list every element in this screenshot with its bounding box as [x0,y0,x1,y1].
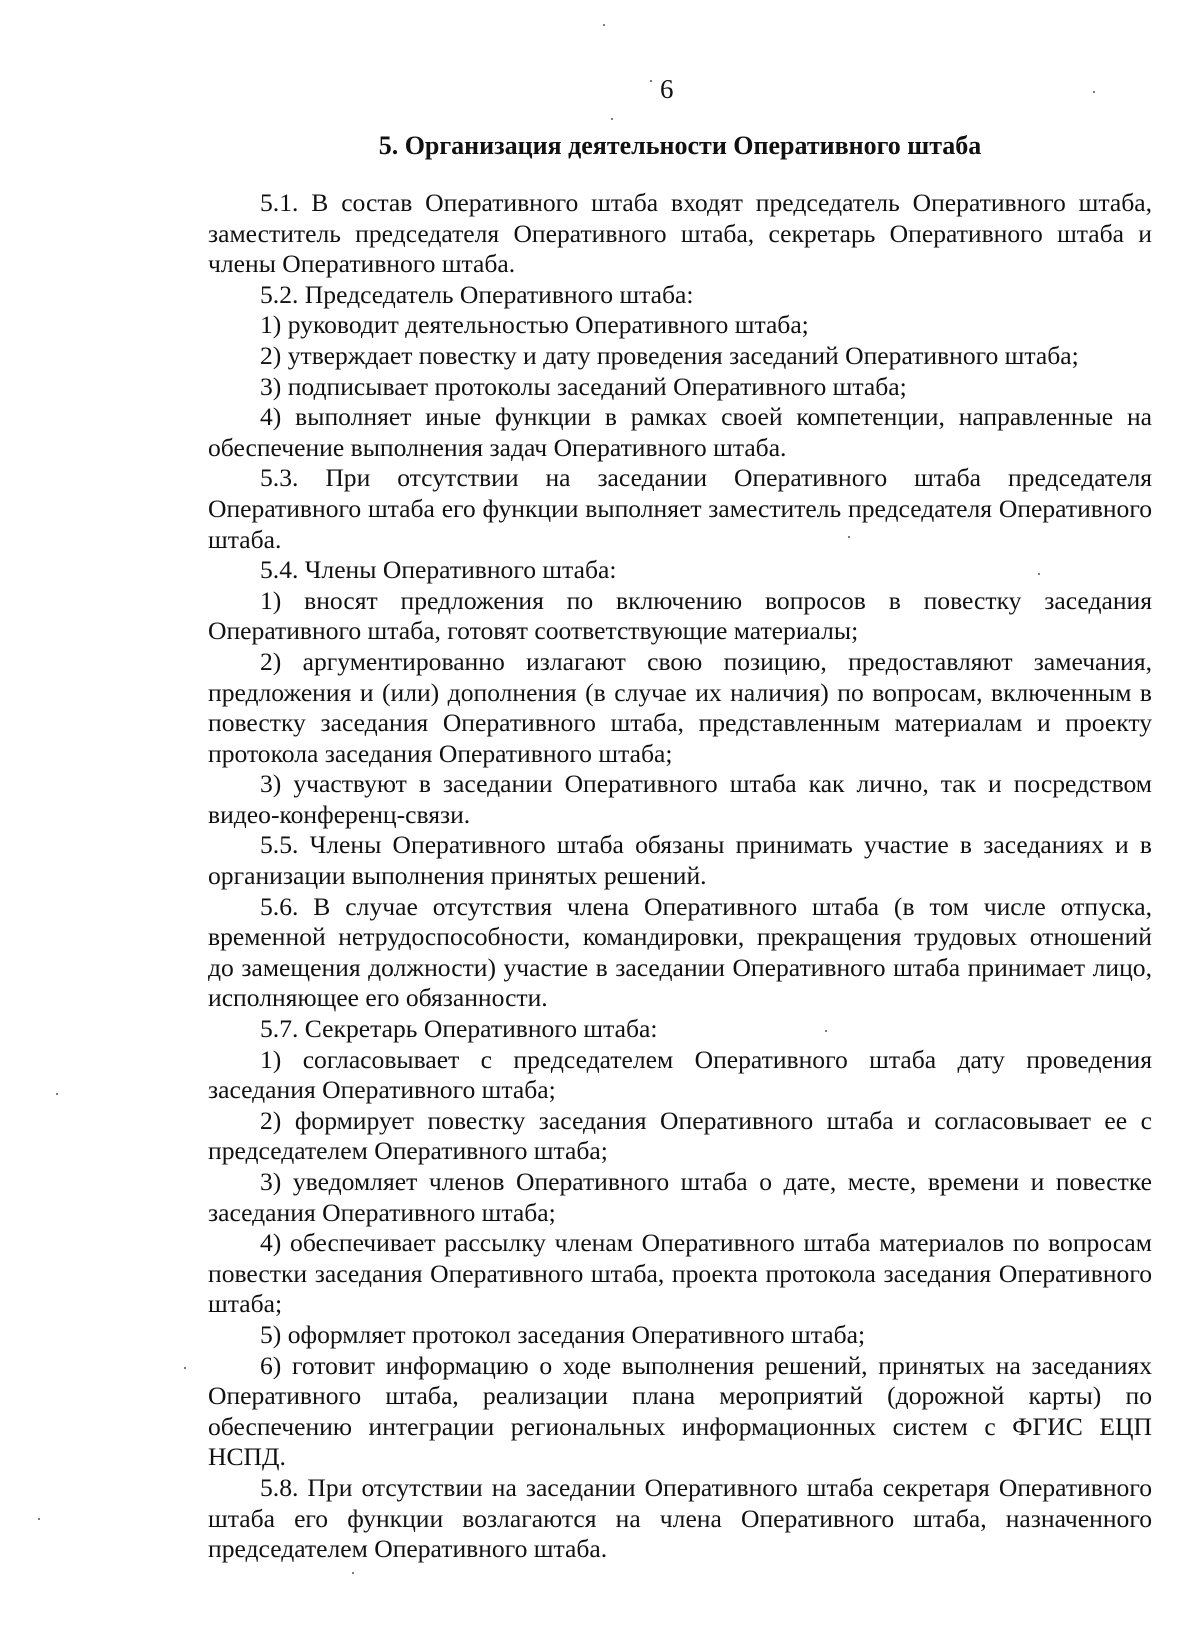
page-number: 6 [660,74,674,104]
scan-speck [352,1572,354,1574]
list-item: 2) утверждает повестку и дату проведения заседаний Оперативного штаба; [260,340,1079,370]
document-body [208,188,1152,1565]
list-item: 1) согласовывает с председателем Оперативного штаба дату проведения заседания Оперативного штаба; [208,1044,1152,1105]
paragraph-5-3: 5.3. При отсутствии на заседании Оперативного штаба председателя Оперативного штаба его функции выполняет заместитель председателя Оперативного штаба. [208,463,1152,554]
scan-speck [56,1093,58,1095]
scan-speck [611,118,613,120]
scan-speck [650,80,652,82]
paragraph-5-7: 5.7. Секретарь Оперативного штаба: [260,1014,658,1044]
list-item: 2) формирует повестку заседания Оперативного штаба и согласовывает ее с председателем Оперативного штаба; [208,1105,1152,1166]
list-item: 3) подписывает протоколы заседаний Оперативного штаба; [260,371,907,401]
scan-speck [1093,91,1095,93]
paragraph-5-2: 5.2. Председатель Оперативного штаба: [260,279,694,309]
scan-speck [825,1030,827,1032]
paragraph-5-8: 5.8. При отсутствии на заседании Оперативного штаба секретаря Оперативного штаба его функции возлагаются на члена Оперативного штаба, назначенного председателем Оперативного штаба. [208,1472,1152,1564]
list-item: 6) готовит информацию о ходе выполнения решений, принятых на заседаниях Оперативного штаба, реализации плана мероприятий (дорожной карты) по обеспечению интеграции региональных информационных систем с ФГИС ЕЦП НСПД. [208,1350,1152,1472]
scan-speck [38,1518,40,1520]
list-item: 3) уведомляет членов Оперативного штаба о дате, месте, времени и повестке заседания Оперативного штаба; [208,1167,1152,1227]
scan-speck [848,536,850,538]
list-item: 1) вносят предложения по включению вопросов в повестку заседания Оперативного штаба, готовят соответствующие материалы; [208,585,1152,646]
paragraph-5-5: 5.5. Члены Оперативного штаба обязаны принимать участие в заседаниях и в организации выполнения принятых решений. [208,830,1152,891]
paragraph-5-6: 5.6. В случае отсутствия члена Оперативного штаба (в том числе отпуска, временной нетрудоспособности, командировки, прекращения трудовых отношений до замещения должности) участие в заседании Оперативного штаба принимает лицо, исполняющее его обязанности. [208,891,1152,1013]
list-item: 4) выполняет иные функции в рамках своей компетенции, направленные на обеспечение выполнения задач Оперативного штаба. [208,402,1152,462]
section-heading: 5. Организация деятельности Оперативного штаба [378,131,982,160]
list-item: 1) руководит деятельностью Оперативного штаба; [260,310,809,340]
list-item: 3) участвуют в заседании Оперативного штаба как лично, так и посредством видео-конференц-связи. [208,769,1152,829]
paragraph-5-1: 5.1. В состав Оперативного штаба входят председатель Оперативного штаба, заместитель председателя Оперативного штаба, секретарь Оперативного штаба и члены Оперативного штаба. [208,188,1152,279]
scan-speck [1038,573,1040,575]
list-item: 4) обеспечивает рассылку членам Оперативного штаба материалов по вопросам повестки заседания Оперативного штаба, проекта протокола заседания Оперативного штаба; [208,1228,1152,1319]
paragraph-5-4: 5.4. Члены Оперативного штаба: [260,555,617,585]
list-item: 2) аргументированно излагают свою позицию, предоставляют замечания, предложения и (или) дополнения (в случае их наличия) по вопросам, включенным в повестку заседания Оперативного штаба, представленным материалам и проекту протокола заседания Оперативного штаба; [208,646,1152,768]
scan-speck [184,1367,186,1369]
scan-speck [603,24,605,26]
list-item: 5) оформляет протокол заседания Оперативного штаба; [260,1319,866,1349]
